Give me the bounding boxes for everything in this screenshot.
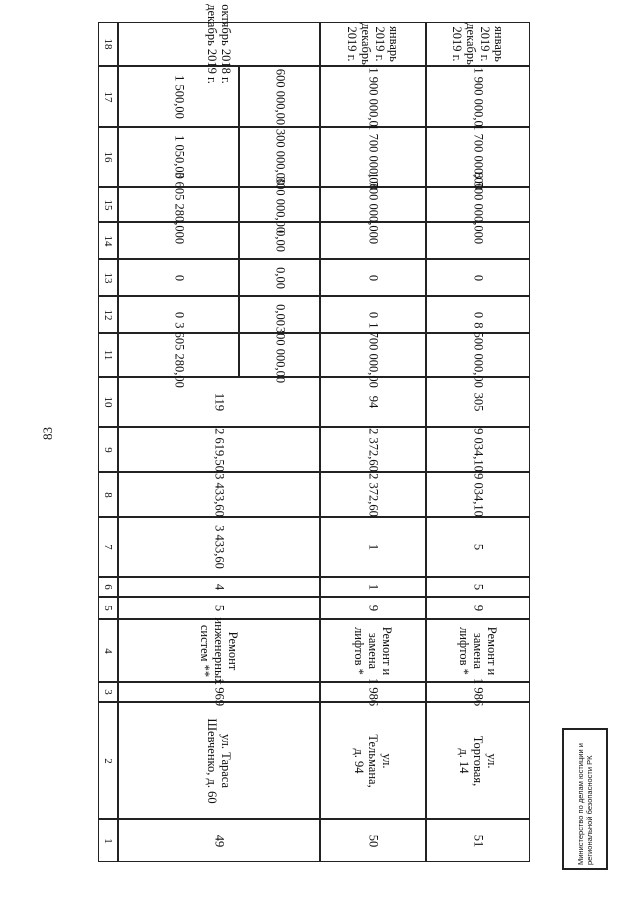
row-49-col-4 [118,616,320,685]
header-col-12-text: 12 [102,309,114,320]
row-50-col-11-text: 1 700 000,00 [366,322,381,388]
row-49-col-10 [118,377,320,427]
row-49-col-16a-text: 1 050,00 [172,135,186,179]
row-49-col-15a-text: 3 605 280,00 [172,171,186,238]
header-col-2-text: 2 [102,757,114,764]
row-51-col-15 [426,171,530,238]
row-51-col-13 [426,259,530,296]
row-51-col-5-text: 9 [471,604,486,612]
stamp-text: Министерство по делам юстиции и региональной безопасности РК [576,743,594,865]
row-50-col-18 [320,22,426,66]
row-51-col-8 [426,472,530,517]
header-col-7-text: 7 [102,544,114,550]
header-col-4 [98,619,118,682]
row-50-col-8-text: 2 372,60 [366,472,381,517]
row-49-col-7-text: 3 433,60 [212,525,227,569]
row-49-col-17b-text: 600 000,00 [273,68,287,125]
header-col-12 [98,296,118,333]
row-51-col-4 [426,619,530,682]
row-50-col-6-text: 1 [366,583,381,591]
row-49-col-16b-text: 300 000,00 [273,128,287,186]
header-col-3-text: 3 [102,689,114,695]
row-50-col-15 [320,171,426,238]
row-50-col-2 [320,702,426,819]
row-49-col-14b-text: 0,00 [273,229,287,252]
header-col-18 [98,22,118,66]
row-51-col-10-text: 305 [471,392,486,412]
row-49-col-6 [118,577,320,597]
header-col-13 [98,259,118,296]
row-50-col-5 [320,597,426,619]
row-49-col-17b [239,66,320,127]
header-col-9-text: 9 [102,446,114,453]
row-49-col-5-text: 5 [212,604,227,612]
row-49-col-15a [118,171,239,238]
row-49-col-12b-text: 0,00 [273,303,287,326]
row-51-col-14-text: 0 [471,237,486,244]
row-50-col-13 [320,259,426,296]
row-51-col-7 [426,517,530,577]
row-49-col-2-text: ул. Тараса Шевченко, д. 60 [205,717,233,804]
row-50-col-4 [320,619,426,682]
row-49-col-18-text: октябрь 2018 г. декабрь 2019 г. [205,4,233,84]
row-50-col-3 [320,677,426,707]
row-50-col-17 [320,66,426,127]
header-col-11 [98,333,118,377]
row-49-col-11a [118,322,239,388]
row-51-col-3-text: 1 986 [471,677,486,707]
row-50-col-4-text: Ремонт и замена лифтов * [352,626,394,675]
row-51-col-11 [426,322,530,388]
row-50-col-14 [320,222,426,259]
row-49-col-11b [239,326,320,384]
header-col-17-text: 17 [102,91,114,102]
row-51-col-6-text: 5 [471,583,486,591]
row-50-col-17-text: 1 900 000,0 [366,66,381,127]
header-col-7 [98,517,118,577]
row-49-col-7 [118,517,320,577]
row-51-col-5 [426,597,530,619]
row-51-col-4-text: Ремонт и замена лифтов * [457,626,499,675]
row-49-col-17a [118,66,239,127]
row-50-col-9 [320,427,426,472]
header-col-4-text: 4 [102,647,114,654]
row-51-col-15-text: 8 500 000,00 [471,171,486,238]
header-col-6 [98,577,118,597]
header-col-6-text: 6 [102,584,114,590]
row-49-col-11b-text: 300 000,00 [273,326,287,384]
row-49-col-12a-text: 0 [172,311,186,318]
header-col-16-text: 16 [102,151,114,163]
row-51-col-18-text: январь 2019 г. декабрь 2019 г. [450,23,506,65]
header-col-2 [98,702,118,819]
header-col-16 [98,127,118,187]
header-col-10-text: 10 [102,396,114,408]
row-51-col-18 [426,22,530,66]
row-50-col-18-text: январь 2019 г. декабрь 2019 г. [345,23,401,65]
header-col-8-text: 8 [102,491,114,498]
row-51-col-3 [426,677,530,707]
row-49-col-2 [118,702,320,819]
data-table [98,4,530,862]
row-51-col-13-text: 0 [471,274,486,281]
row-51-col-12-text: 0 [471,311,486,318]
row-51-col-6 [426,577,530,597]
header-col-13-text: 13 [102,272,114,283]
header-col-5 [98,597,118,619]
row-49-col-13a-text: 0 [172,274,186,281]
header-col-18-text: 18 [102,38,114,50]
header-col-1 [98,819,118,862]
row-51-col-16-text: 1 700 000,00 [471,124,486,190]
row-50-col-7 [320,517,426,577]
row-49-col-1-text: 49 [212,834,227,847]
row-50-col-6 [320,577,426,597]
row-49-col-8-text: 3 433,60 [212,472,227,517]
header-col-17 [98,66,118,127]
row-49-col-9 [118,427,320,472]
row-50-col-15-text: 1 700 000,00 [366,171,381,238]
row-50-col-1-text: 50 [366,834,381,847]
row-51-col-9 [426,427,530,472]
row-49-col-18 [118,4,320,84]
row-51-col-11-text: 8 500 000,00 [471,322,486,388]
row-49-col-14a [118,222,239,259]
row-50-col-16-text: 1 700 000,00 [366,124,381,190]
row-51-col-8-text: 9 034,10 [471,472,486,517]
row-49-col-8 [118,472,320,517]
page-number: 83 [40,427,55,440]
row-50-col-7-text: 1 [366,543,381,551]
header-col-9 [98,427,118,472]
row-49-col-4-text: Ремонт инженерных систем ** [198,616,240,685]
row-50-col-5-text: 9 [366,604,381,612]
row-51-col-2-text: ул. Торговая, д. 14 [457,735,499,786]
ministry-stamp [562,728,608,870]
row-51-col-7-text: 5 [471,543,486,551]
row-50-col-8 [320,472,426,517]
header-col-15 [98,187,118,222]
row-49-col-1 [118,819,320,862]
row-49-col-3 [118,677,320,707]
row-49-col-14b [239,222,320,259]
row-50-col-3-text: 1 986 [366,677,381,707]
row-49-col-17a-text: 1 500,00 [172,74,186,119]
header-col-14-text: 14 [102,235,114,246]
row-49-col-10-text: 119 [212,392,227,412]
row-51-col-17 [426,66,530,127]
header-col-15-text: 15 [102,199,114,210]
row-51-col-17-text: 1 900 000,0 [471,66,486,127]
row-50-col-13-text: 0 [366,274,381,281]
row-50-col-2-text: ул. Тельмана, д. 94 [352,733,394,788]
row-50-col-10-text: 94 [366,395,381,409]
row-50-col-12-text: 0 [366,311,381,318]
row-49-col-9-text: 2 619,50 [212,427,227,472]
row-50-col-9-text: 2 372,60 [366,427,381,472]
row-51-col-9-text: 9 034,10 [471,427,486,472]
row-51-col-2 [426,702,530,819]
row-49-col-3-text: 1 969 [212,677,227,707]
row-50-col-11 [320,322,426,388]
row-50-col-14-text: 0 [366,237,381,244]
header-col-8 [98,472,118,517]
row-49-col-14a-text: 0 [172,237,186,244]
row-50-col-10 [320,377,426,427]
header-col-1-text: 1 [102,837,114,844]
header-col-10 [98,377,118,427]
row-51-col-10 [426,377,530,427]
row-49-col-15b-text: 300 000,00 [273,176,287,233]
row-51-col-1 [426,819,530,862]
row-49-col-15b [239,176,320,233]
row-49-col-13b [239,259,320,296]
header-col-3 [98,682,118,702]
header-col-14 [98,222,118,259]
row-51-col-14 [426,222,530,259]
row-49-col-13b-text: 0,00 [273,266,287,289]
row-49-col-13a [118,259,239,296]
header-col-11-text: 11 [102,349,114,361]
row-51-col-1-text: 51 [471,834,486,847]
header-col-5-text: 5 [102,605,114,611]
row-49-col-11a-text: 3 605 280,00 [172,322,186,388]
row-50-col-1 [320,819,426,862]
row-49-col-6-text: 4 [212,583,227,591]
